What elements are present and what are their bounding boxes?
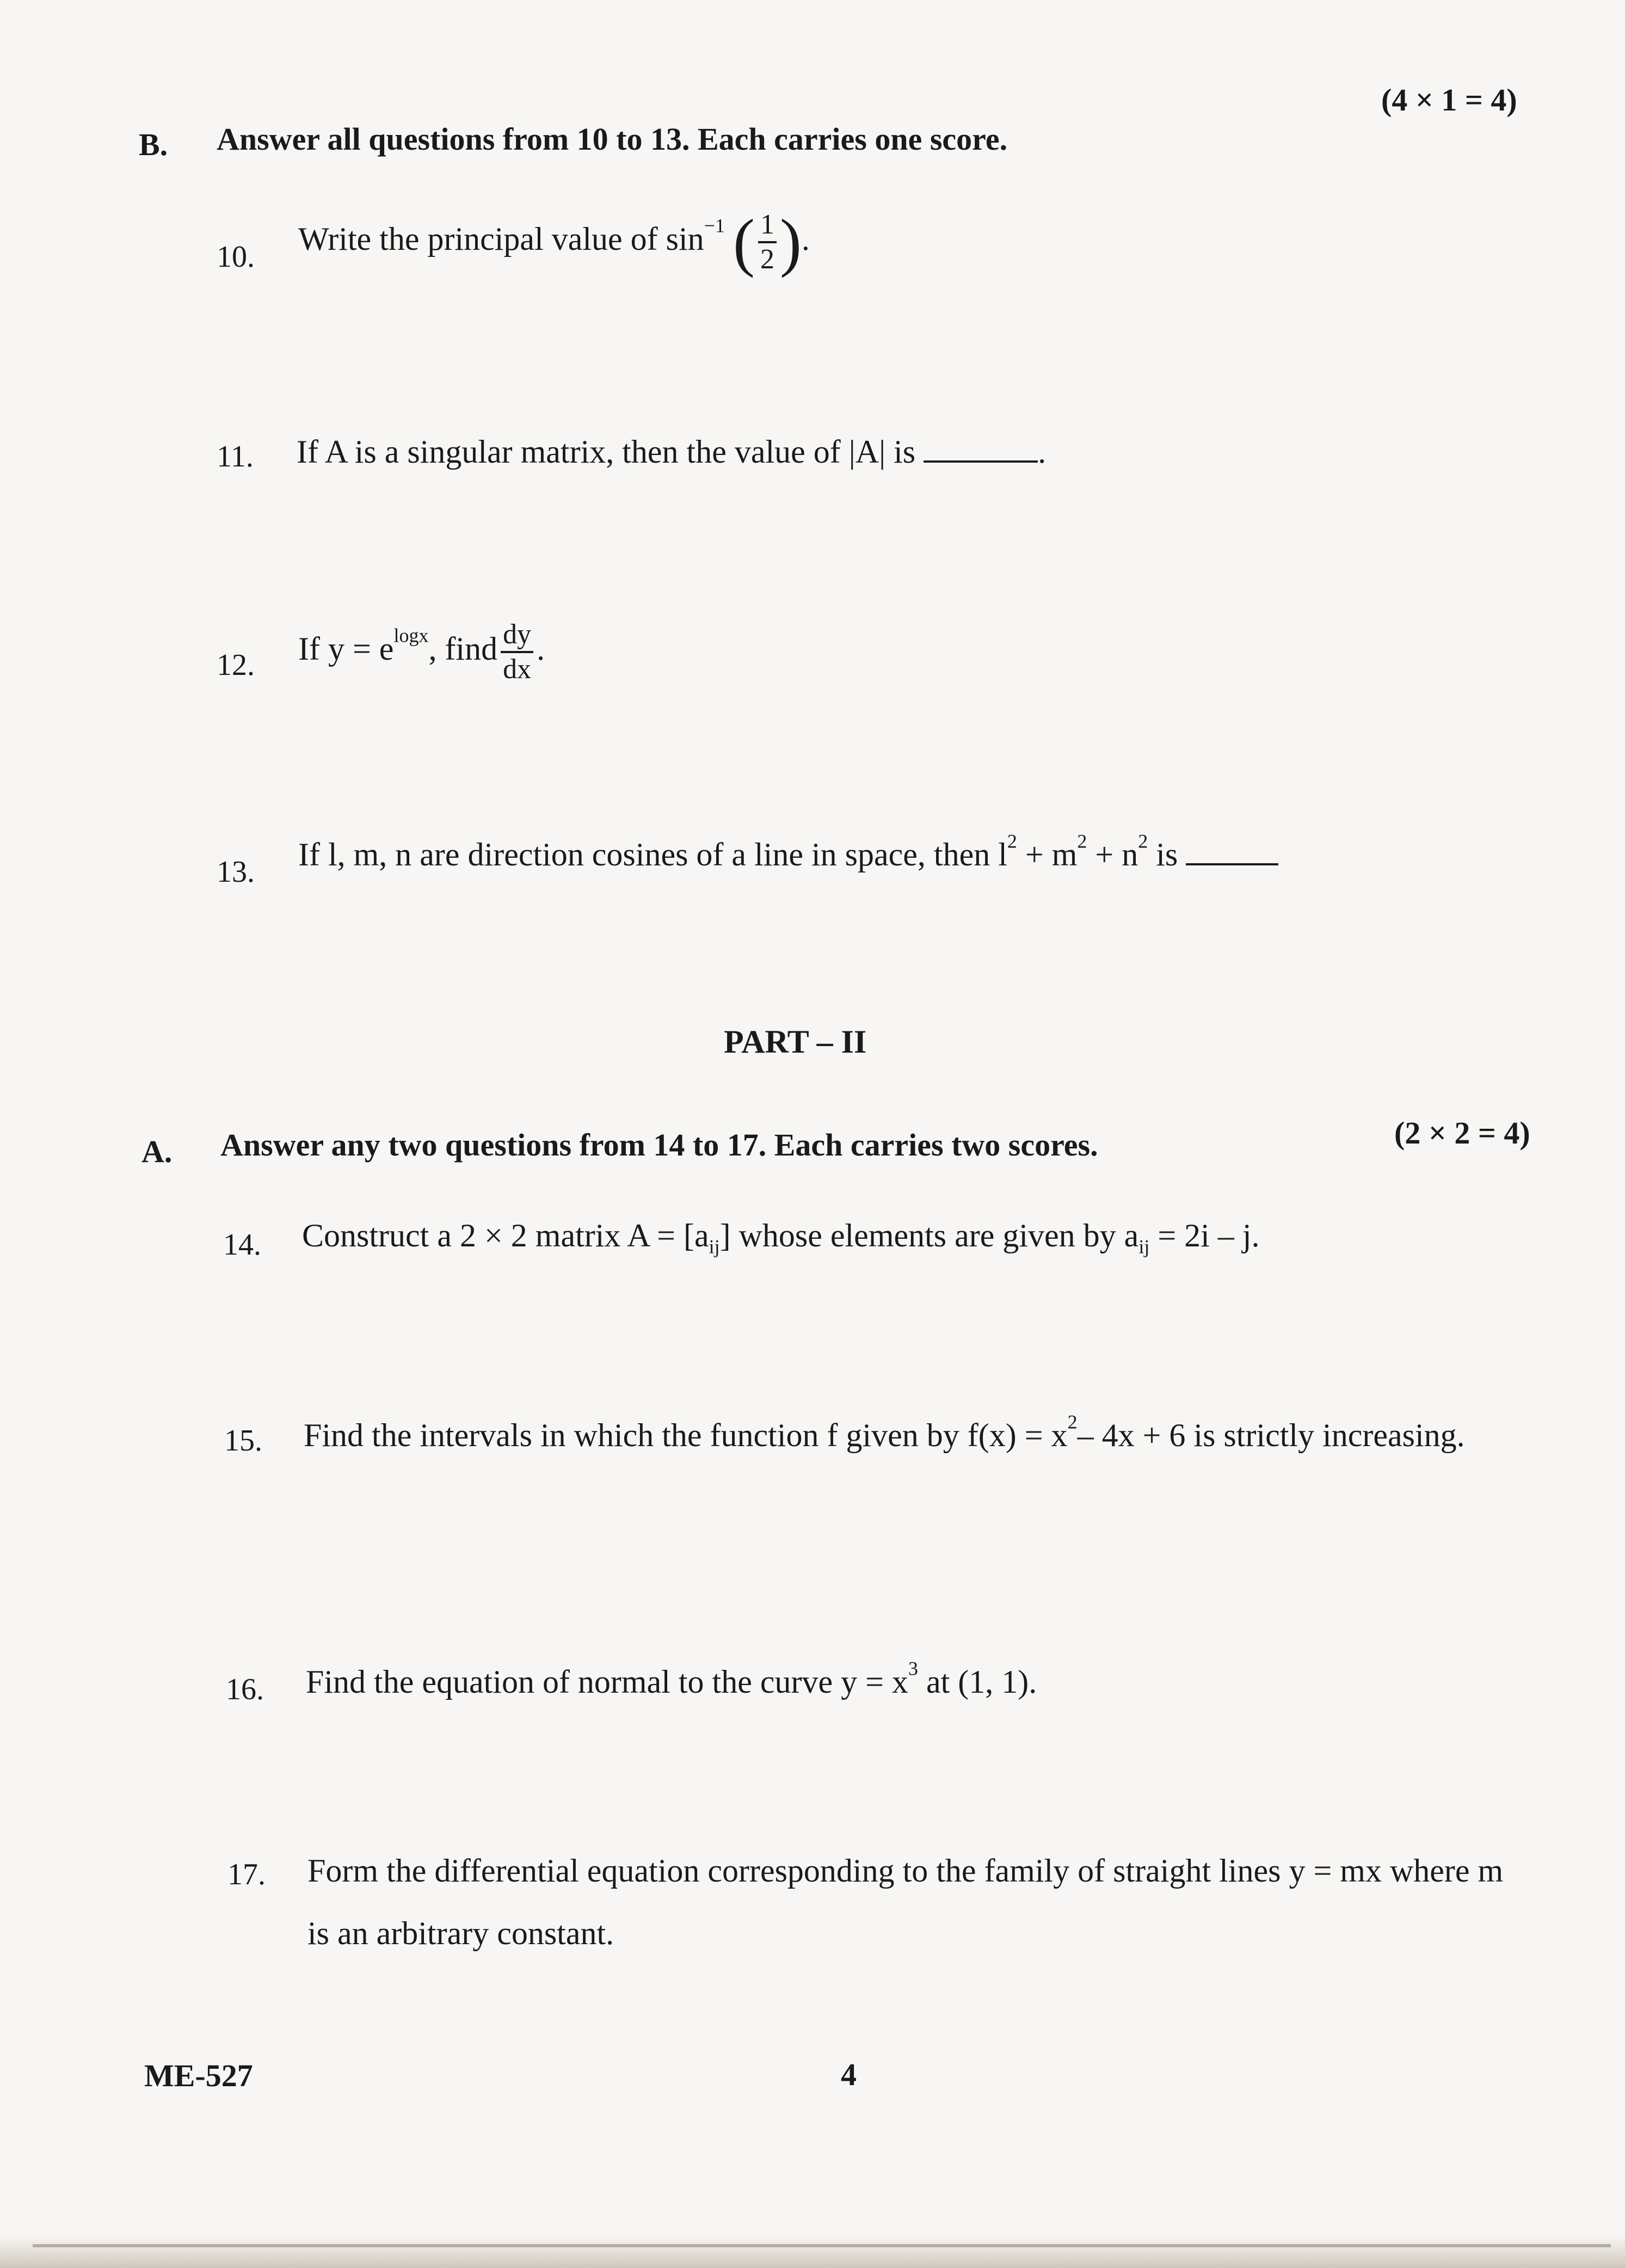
page-edge-line: [33, 2244, 1611, 2247]
q12-fraction-numerator: dy: [501, 620, 533, 653]
question-14-number: 14.: [223, 1228, 261, 1262]
q12-exponent: logx: [393, 624, 429, 647]
question-15-text: Find the intervals in which the function f given by $f(x) = x^2-$ 4x + 6 is strictly increasing.: [304, 1411, 1465, 1453]
q13-text-before: If l, m, n are direction cosines of a line in space, then l: [298, 837, 1007, 872]
section-b-letter: B.: [139, 127, 168, 162]
section-a-instruction: Answer any two questions from 14 to 17. Each carries two scores.: [220, 1127, 1098, 1163]
question-11-text: [297, 435, 1046, 468]
footer-code: ME-527: [144, 2058, 253, 2093]
section-b-instruction: Answer all questions from 10 to 13. Each carries one score.: [217, 121, 1008, 157]
q10-exponent: −1: [704, 214, 725, 237]
section-a-marks: (2 × 2 = 4): [1394, 1115, 1530, 1151]
question-10-text: Write the principal value of $\sin^{-1}$ ( $\frac{1}{2}$ ).: [298, 206, 810, 278]
q11-answer-blank: [924, 439, 1038, 463]
page-number: 4: [841, 2057, 857, 2092]
q13-text-after: is: [1148, 837, 1178, 872]
question-10-number: 10.: [217, 240, 255, 274]
q12-text-after: .: [537, 630, 545, 667]
section-b-marks: (4 × 1 = 4): [1381, 82, 1517, 118]
question-12-number: 12.: [217, 648, 255, 682]
question-16-number: 16.: [226, 1673, 264, 1706]
question-12-text: [298, 620, 545, 684]
question-16-text: Find the equation of normal to the curve $y = x^3$ at (1, 1).: [306, 1657, 1037, 1700]
q12-fraction: [501, 620, 533, 684]
part-title: PART – II: [724, 1024, 867, 1060]
question-14-text: Construct a 2 × 2 matrix $A = [a_{ij}]$ whose elements are given by $a_{ij} = 2i - j$.: [302, 1218, 1260, 1258]
question-15-number: 15.: [224, 1424, 262, 1458]
q12-text-before: If y = e: [298, 630, 394, 667]
q11-text-before: If A is a singular matrix, then the value of |A| is: [297, 434, 916, 470]
page-bottom-edge: [0, 2235, 1625, 2268]
question-17-number: 17.: [227, 1858, 266, 1891]
q10-text-before: Write the principal value of sin: [298, 220, 704, 257]
q10-fraction: [758, 211, 777, 274]
q12-text-mid: , find: [428, 630, 498, 667]
q12-fraction-denominator: dx: [503, 654, 532, 685]
q11-text-after: .: [1038, 434, 1047, 470]
question-13-number: 13.: [217, 855, 255, 889]
question-17-text: Form the differential equation corresponding to the family of straight lines y = mx where m is an arbitrary constant.: [307, 1853, 1504, 1951]
q10-fraction-numerator: 1: [758, 211, 777, 243]
section-a-letter: A.: [141, 1134, 173, 1169]
question-11-number: 11.: [217, 440, 254, 474]
q13-answer-blank: [1186, 841, 1278, 865]
question-13-text: If l, m, n are direction cosines of a line in space, then $l^2 + m^2 + n^2$ is: [298, 838, 1278, 871]
q10-text-after: .: [801, 220, 810, 257]
q10-fraction-denominator: 2: [760, 244, 774, 275]
